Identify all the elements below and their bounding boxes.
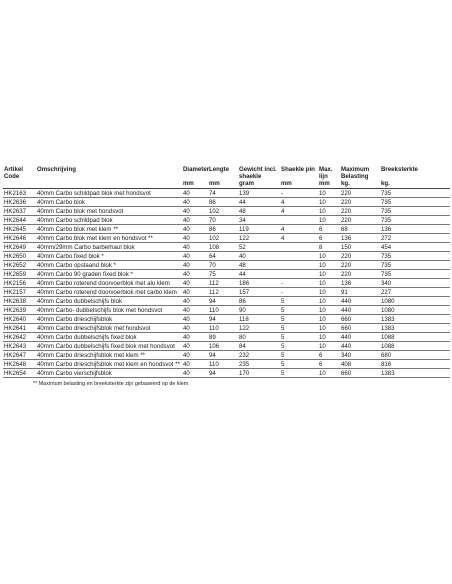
table-row — [3, 207, 450, 216]
cell-description: 40mm Carbo fixed blok * — [36, 252, 182, 261]
cell-max-load: 220 — [340, 216, 380, 225]
cell-shackle-pin: - — [280, 279, 318, 288]
cell-breaking-strength: 816 — [380, 360, 450, 369]
cell-length: 70 — [208, 216, 238, 225]
cell-shackle-pin: 5 — [280, 351, 318, 360]
table-row — [3, 279, 450, 288]
table-row — [3, 252, 450, 261]
cell-breaking-strength: 1080 — [380, 306, 450, 315]
cell-description: 40mm Carbo schildpad blok met hondsvot — [36, 189, 182, 198]
cell-max-rope: 10 — [318, 297, 340, 306]
cell-breaking-strength: 735 — [380, 189, 450, 198]
cell-length: 94 — [208, 297, 238, 306]
table-row — [3, 189, 450, 198]
cell-max-rope: 6 — [318, 225, 340, 234]
cell-max-rope: 10 — [318, 252, 340, 261]
cell-description: 40mm Carbo blok met klem ** — [36, 225, 182, 234]
table-row — [3, 351, 450, 360]
unit-max-load: kg. — [340, 180, 380, 189]
cell-description: 40mm Carbo dubbelschijfs fixed blok — [36, 333, 182, 342]
cell-max-load: 440 — [340, 297, 380, 306]
cell-max-load: 220 — [340, 189, 380, 198]
table-row — [3, 342, 450, 351]
cell-length: 86 — [208, 198, 238, 207]
cell-max-load: 220 — [340, 198, 380, 207]
cell-weight: 186 — [238, 279, 280, 288]
cell-shackle-pin — [280, 252, 318, 261]
cell-length: 102 — [208, 234, 238, 243]
cell-shackle-pin — [280, 261, 318, 270]
cell-diameter: 40 — [182, 243, 208, 252]
cell-shackle-pin: 5 — [280, 333, 318, 342]
cell-diameter: 40 — [182, 306, 208, 315]
cell-description: 40mm Carbo drieschijfsblok met hondsvot — [36, 324, 182, 333]
cell-weight: 90 — [238, 306, 280, 315]
cell-length: 94 — [208, 369, 238, 378]
table-row — [3, 216, 450, 225]
cell-length: 94 — [208, 351, 238, 360]
cell-max-load: 136 — [340, 279, 380, 288]
cell-description: 40mm Carbo dubbelschijfs blok — [36, 297, 182, 306]
cell-weight: 170 — [238, 369, 280, 378]
cell-code: HK2649 — [3, 243, 36, 252]
cell-max-rope: 10 — [318, 216, 340, 225]
unit-length: mm — [208, 180, 238, 189]
table-row — [3, 369, 450, 378]
cell-max-rope: 10 — [318, 189, 340, 198]
cell-max-load: 150 — [340, 243, 380, 252]
cell-shackle-pin: 5 — [280, 324, 318, 333]
cell-diameter: 40 — [182, 270, 208, 279]
cell-description: 40mm Carbo 90 graden fixed blok * — [36, 270, 182, 279]
cell-length: 89 — [208, 333, 238, 342]
cell-max-rope: 6 — [318, 234, 340, 243]
cell-description: 40mm Carbo- dubbelschijfs blok met hondsvot — [36, 306, 182, 315]
spec-table — [3, 166, 450, 378]
cell-shackle-pin: 4 — [280, 234, 318, 243]
cell-breaking-strength: 1383 — [380, 369, 450, 378]
cell-breaking-strength: 1088 — [380, 333, 450, 342]
cell-max-rope: 10 — [318, 288, 340, 297]
cell-shackle-pin — [280, 243, 318, 252]
header-max-load: Maximum Belasting — [341, 166, 370, 180]
cell-diameter: 40 — [182, 252, 208, 261]
cell-description: 40mm Carbo drieschijfsblok — [36, 315, 182, 324]
cell-weight: 44 — [238, 198, 280, 207]
cell-description: 40mm Carbo blok met klem en hondsvot ** — [36, 234, 182, 243]
cell-breaking-strength: 735 — [380, 198, 450, 207]
cell-code: HK2648 — [3, 360, 36, 369]
cell-max-load: 660 — [340, 315, 380, 324]
cell-length: 94 — [208, 315, 238, 324]
cell-max-rope: 6 — [318, 351, 340, 360]
cell-length: 106 — [208, 342, 238, 351]
cell-length: 110 — [208, 306, 238, 315]
cell-code: HK2652 — [3, 261, 36, 270]
cell-description: 40mm Carbo opstaand blok * — [36, 261, 182, 270]
cell-code: HK2642 — [3, 333, 36, 342]
cell-shackle-pin: 5 — [280, 342, 318, 351]
unit-description — [36, 180, 182, 189]
table-row — [3, 306, 450, 315]
cell-weight: 52 — [238, 243, 280, 252]
cell-diameter: 40 — [182, 234, 208, 243]
cell-shackle-pin: 5 — [280, 360, 318, 369]
cell-diameter: 40 — [182, 225, 208, 234]
cell-code: HK2645 — [3, 225, 36, 234]
cell-max-load: 660 — [340, 324, 380, 333]
cell-max-load: 91 — [340, 288, 380, 297]
unit-breaking-strength: kg. — [380, 180, 450, 189]
cell-diameter: 40 — [182, 324, 208, 333]
cell-shackle-pin: 5 — [280, 315, 318, 324]
cell-max-load: 408 — [340, 360, 380, 369]
cell-description: 40mm Carbo roterend doorvoerblok met alu klem — [36, 279, 182, 288]
cell-shackle-pin: - — [280, 189, 318, 198]
cell-max-load: 220 — [340, 270, 380, 279]
cell-breaking-strength: 1383 — [380, 324, 450, 333]
cell-length: 108 — [208, 243, 238, 252]
cell-max-load: 440 — [340, 333, 380, 342]
cell-max-rope: 10 — [318, 270, 340, 279]
cell-weight: 48 — [238, 207, 280, 216]
cell-code: HK2640 — [3, 315, 36, 324]
table-row — [3, 261, 450, 270]
table-row — [3, 198, 450, 207]
cell-weight: 48 — [238, 261, 280, 270]
cell-breaking-strength: 272 — [380, 234, 450, 243]
header-shackle-pin: Shaekle pin — [281, 166, 315, 173]
cell-breaking-strength: 735 — [380, 207, 450, 216]
cell-length: 70 — [208, 261, 238, 270]
cell-breaking-strength: 735 — [380, 270, 450, 279]
cell-diameter: 40 — [182, 207, 208, 216]
cell-diameter: 40 — [182, 297, 208, 306]
header-row — [3, 166, 450, 180]
cell-code: HK2659 — [3, 270, 36, 279]
table-row — [3, 225, 450, 234]
cell-code: HK2641 — [3, 324, 36, 333]
header-code: Artikel Code — [4, 166, 23, 180]
cell-breaking-strength: 735 — [380, 216, 450, 225]
unit-code — [3, 180, 36, 189]
cell-breaking-strength: 1383 — [380, 315, 450, 324]
cell-code: HK2636 — [3, 198, 36, 207]
cell-diameter: 40 — [182, 189, 208, 198]
cell-max-rope: 6 — [318, 360, 340, 369]
cell-code: HK2156 — [3, 279, 36, 288]
table-row — [3, 234, 450, 243]
cell-weight: 157 — [238, 288, 280, 297]
cell-weight: 80 — [238, 333, 280, 342]
cell-max-load: 340 — [340, 351, 380, 360]
footnote: ** Maximum belasting en breeksterkte zijn gebaseerd op de klem — [33, 381, 189, 387]
cell-code: HK2654 — [3, 369, 36, 378]
header-description: Omschrijving — [37, 166, 76, 173]
cell-length: 75 — [208, 270, 238, 279]
cell-description: 40mm Carbo drieschijfsblok met klem en hondsvot ** — [36, 360, 182, 369]
cell-diameter: 40 — [182, 279, 208, 288]
cell-shackle-pin — [280, 216, 318, 225]
cell-weight: 122 — [238, 324, 280, 333]
cell-breaking-strength: 340 — [380, 279, 450, 288]
cell-breaking-strength: 1088 — [380, 342, 450, 351]
cell-breaking-strength: 735 — [380, 252, 450, 261]
cell-description: 40mm Carbo vierschijfsblok — [36, 369, 182, 378]
cell-max-load: 136 — [340, 234, 380, 243]
cell-max-rope: 10 — [318, 315, 340, 324]
cell-weight: 86 — [238, 297, 280, 306]
cell-weight: 232 — [238, 351, 280, 360]
header-breaking-strength: Breeksterkte — [381, 166, 418, 173]
cell-max-load: 440 — [340, 342, 380, 351]
table-row — [3, 324, 450, 333]
cell-weight: 139 — [238, 189, 280, 198]
cell-diameter: 40 — [182, 288, 208, 297]
cell-length: 86 — [208, 225, 238, 234]
cell-shackle-pin: 5 — [280, 306, 318, 315]
cell-max-rope: 10 — [318, 279, 340, 288]
product-spec-sheet — [3, 166, 450, 387]
cell-description: 40mm Carbo schildpad blok — [36, 216, 182, 225]
cell-shackle-pin: 5 — [280, 297, 318, 306]
cell-weight: 44 — [238, 270, 280, 279]
cell-diameter: 40 — [182, 369, 208, 378]
table-row — [3, 315, 450, 324]
cell-shackle-pin: 4 — [280, 207, 318, 216]
unit-diameter: mm — [182, 180, 208, 189]
cell-weight: 235 — [238, 360, 280, 369]
table-row — [3, 360, 450, 369]
cell-max-load: 220 — [340, 207, 380, 216]
unit-shackle-pin: mm — [280, 180, 318, 189]
cell-length: 110 — [208, 324, 238, 333]
table-row — [3, 243, 450, 252]
cell-breaking-strength: 136 — [380, 225, 450, 234]
cell-description: 40mm Carbo drieschijfsblok met klem ** — [36, 351, 182, 360]
cell-length: 112 — [208, 288, 238, 297]
cell-length: 110 — [208, 360, 238, 369]
cell-max-rope: 10 — [318, 333, 340, 342]
cell-code: HK2639 — [3, 306, 36, 315]
cell-max-rope: 10 — [318, 198, 340, 207]
cell-diameter: 40 — [182, 333, 208, 342]
cell-max-load: 220 — [340, 261, 380, 270]
cell-max-load: 440 — [340, 306, 380, 315]
cell-max-rope: 10 — [318, 324, 340, 333]
cell-shackle-pin: 4 — [280, 225, 318, 234]
cell-diameter: 40 — [182, 261, 208, 270]
cell-description: 40mm Carbo dubbelschijfs fixed blok met hondsvot — [36, 342, 182, 351]
unit-max-rope: mm — [318, 180, 340, 189]
cell-description: 40mm Carbo blok — [36, 198, 182, 207]
cell-max-rope: 10 — [318, 306, 340, 315]
cell-length: 112 — [208, 279, 238, 288]
cell-weight: 34 — [238, 216, 280, 225]
cell-weight: 40 — [238, 252, 280, 261]
cell-diameter: 40 — [182, 216, 208, 225]
header-length: Lengte — [209, 166, 229, 173]
cell-code: HK2637 — [3, 207, 36, 216]
cell-max-load: 660 — [340, 369, 380, 378]
table-row — [3, 333, 450, 342]
cell-max-load: 220 — [340, 252, 380, 261]
unit-weight: gram — [238, 180, 280, 189]
cell-length: 102 — [208, 207, 238, 216]
cell-weight: 122 — [238, 234, 280, 243]
cell-weight: 118 — [238, 315, 280, 324]
cell-diameter: 40 — [182, 351, 208, 360]
cell-diameter: 40 — [182, 342, 208, 351]
cell-breaking-strength: 735 — [380, 261, 450, 270]
cell-max-rope: 10 — [318, 207, 340, 216]
cell-length: 74 — [208, 189, 238, 198]
cell-shackle-pin — [280, 270, 318, 279]
table-row — [3, 297, 450, 306]
cell-length: 64 — [208, 252, 238, 261]
cell-code: HK2644 — [3, 216, 36, 225]
table-row — [3, 288, 450, 297]
cell-weight: 84 — [238, 342, 280, 351]
cell-diameter: 40 — [182, 315, 208, 324]
cell-code: HK2643 — [3, 342, 36, 351]
cell-breaking-strength: 680 — [380, 351, 450, 360]
cell-diameter: 40 — [182, 360, 208, 369]
cell-code: HK2646 — [3, 234, 36, 243]
cell-max-rope: 10 — [318, 369, 340, 378]
cell-code: HK2647 — [3, 351, 36, 360]
cell-code: HK2650 — [3, 252, 36, 261]
header-diameter: Diameter — [183, 166, 210, 173]
cell-max-load: 68 — [340, 225, 380, 234]
cell-breaking-strength: 227 — [380, 288, 450, 297]
cell-code: HK2157 — [3, 288, 36, 297]
cell-description: 40mm Carbo blok met hondsvot — [36, 207, 182, 216]
table-row — [3, 270, 450, 279]
cell-breaking-strength: 454 — [380, 243, 450, 252]
cell-shackle-pin: - — [280, 288, 318, 297]
cell-description: 40mm/29mm Carbo barberhaul blok — [36, 243, 182, 252]
header-max-rope: Max. lijn — [319, 166, 333, 180]
cell-code: HK2163 — [3, 189, 36, 198]
cell-diameter: 40 — [182, 198, 208, 207]
cell-shackle-pin: 5 — [280, 369, 318, 378]
header-weight: Gewicht incl. shaekle — [239, 166, 277, 180]
cell-breaking-strength: 1080 — [380, 297, 450, 306]
cell-max-rope: 10 — [318, 261, 340, 270]
cell-code: HK2638 — [3, 297, 36, 306]
cell-weight: 119 — [238, 225, 280, 234]
cell-max-rope: 10 — [318, 342, 340, 351]
cell-description: 40mm Carbo roterend doorvoerblok met carbo klem — [36, 288, 182, 297]
cell-max-rope: 8 — [318, 243, 340, 252]
cell-shackle-pin: 4 — [280, 198, 318, 207]
units-row — [3, 180, 450, 189]
